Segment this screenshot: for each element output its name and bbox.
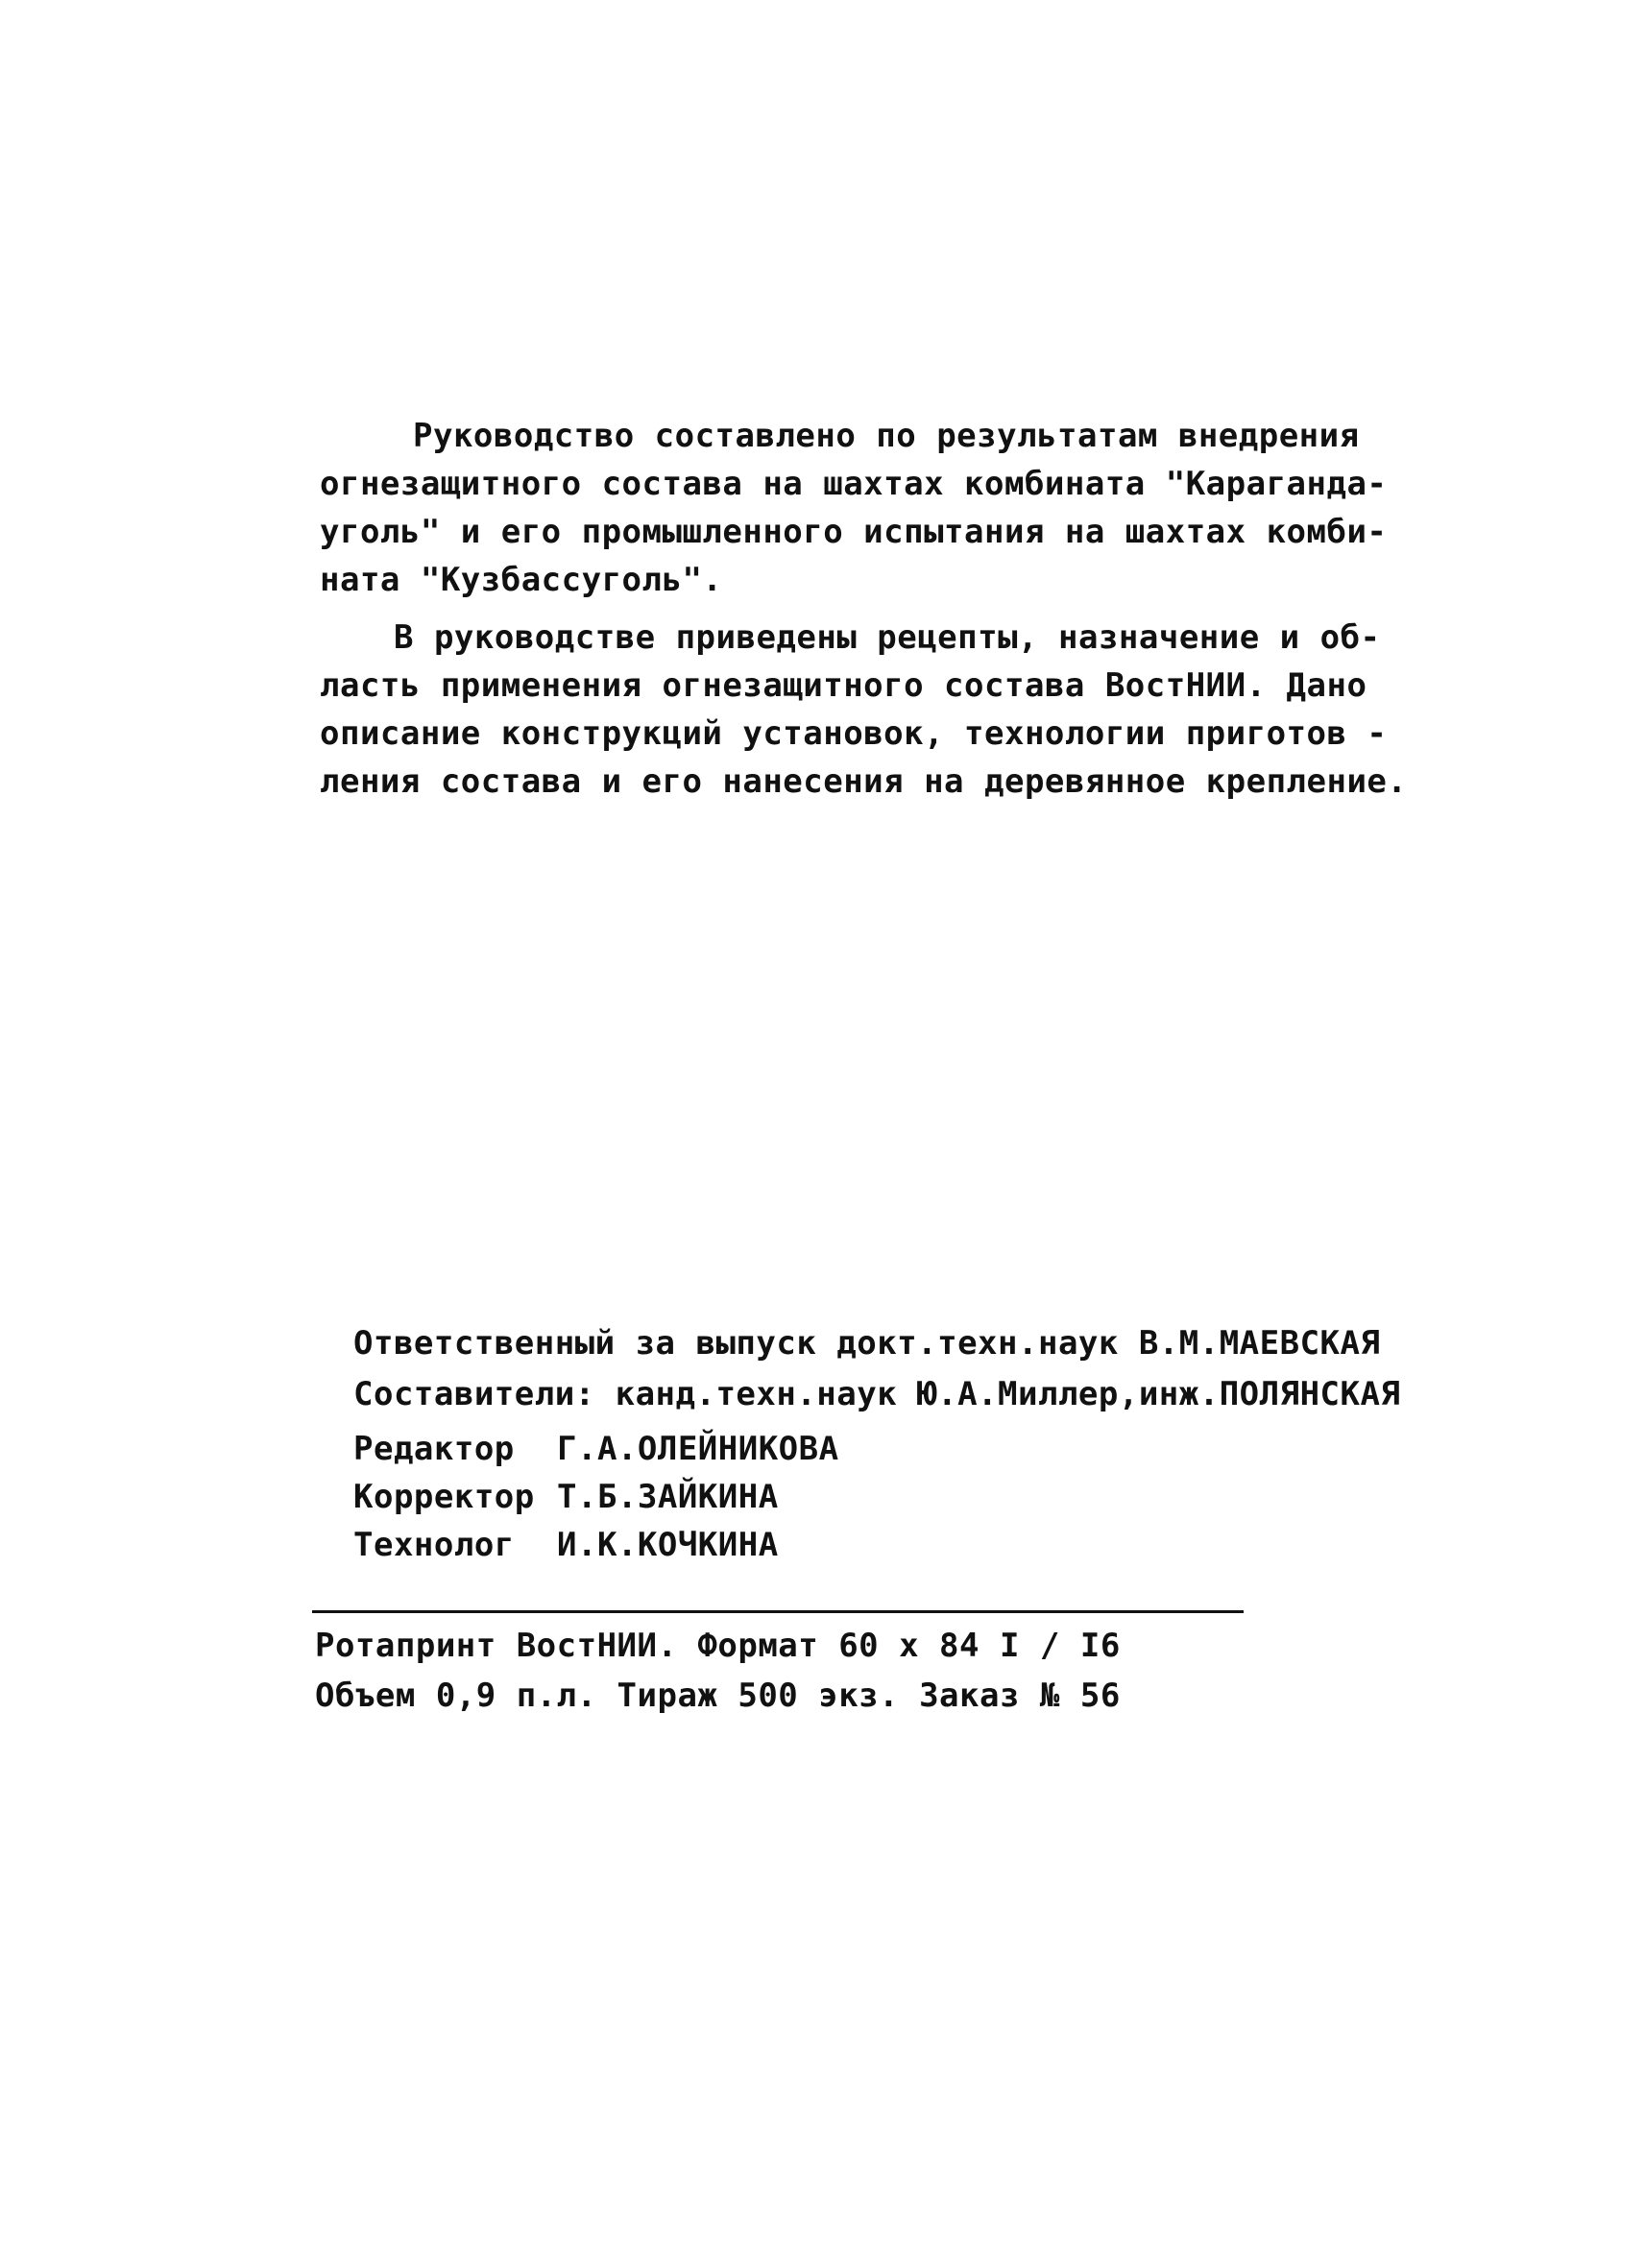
credits-editor-role: Редактор [353,1430,515,1468]
credits-technologist-name: И.К.КОЧКИНА [557,1526,779,1564]
abstract-p1-line3: уголь" и его промышленного испытания на шахтах комби- [320,513,1388,551]
credits-technologist-role: Технолог [353,1526,515,1564]
imprint-divider [312,1610,1244,1613]
abstract-p1-line1: Руководство составлено по результатам внедрения [413,417,1360,455]
credits-editor-name: Г.А.ОЛЕЙНИКОВА [557,1430,839,1468]
abstract-p1-line2: огнезащитного состава на шахтах комбината "Караганда- [320,465,1388,503]
abstract-p1-line4: ната "Кузбассуголь". [320,561,723,599]
abstract-p2-line3: описание конструкций установок, технологии приготов - [320,714,1388,753]
credits-corrector-name: Т.Б.ЗАЙКИНА [557,1478,779,1516]
credits-responsible: Ответственный за выпуск докт.техн.наук В.М.МАЕВСКАЯ [353,1324,1381,1363]
abstract-p2-line1: В руководстве приведены рецепты, назначение и об- [394,618,1381,657]
credits-corrector-role: Корректор [353,1478,535,1516]
abstract-p2-line4: ления состава и его нанесения на деревянное крепление. [320,762,1408,801]
credits-compilers: Составители: канд.техн.наук Ю.А.Миллер,инж.ПОЛЯНСКАЯ [353,1375,1401,1413]
imprint-line2: Объем 0,9 п.л. Тираж 500 экз. Заказ № 56 [315,1677,1121,1715]
imprint-line1: Ротапринт ВостНИИ. Формат 60 х 84 I / I6 [315,1627,1121,1665]
abstract-p2-line2: ласть применения огнезащитного состава ВостНИИ. Дано [320,666,1367,705]
